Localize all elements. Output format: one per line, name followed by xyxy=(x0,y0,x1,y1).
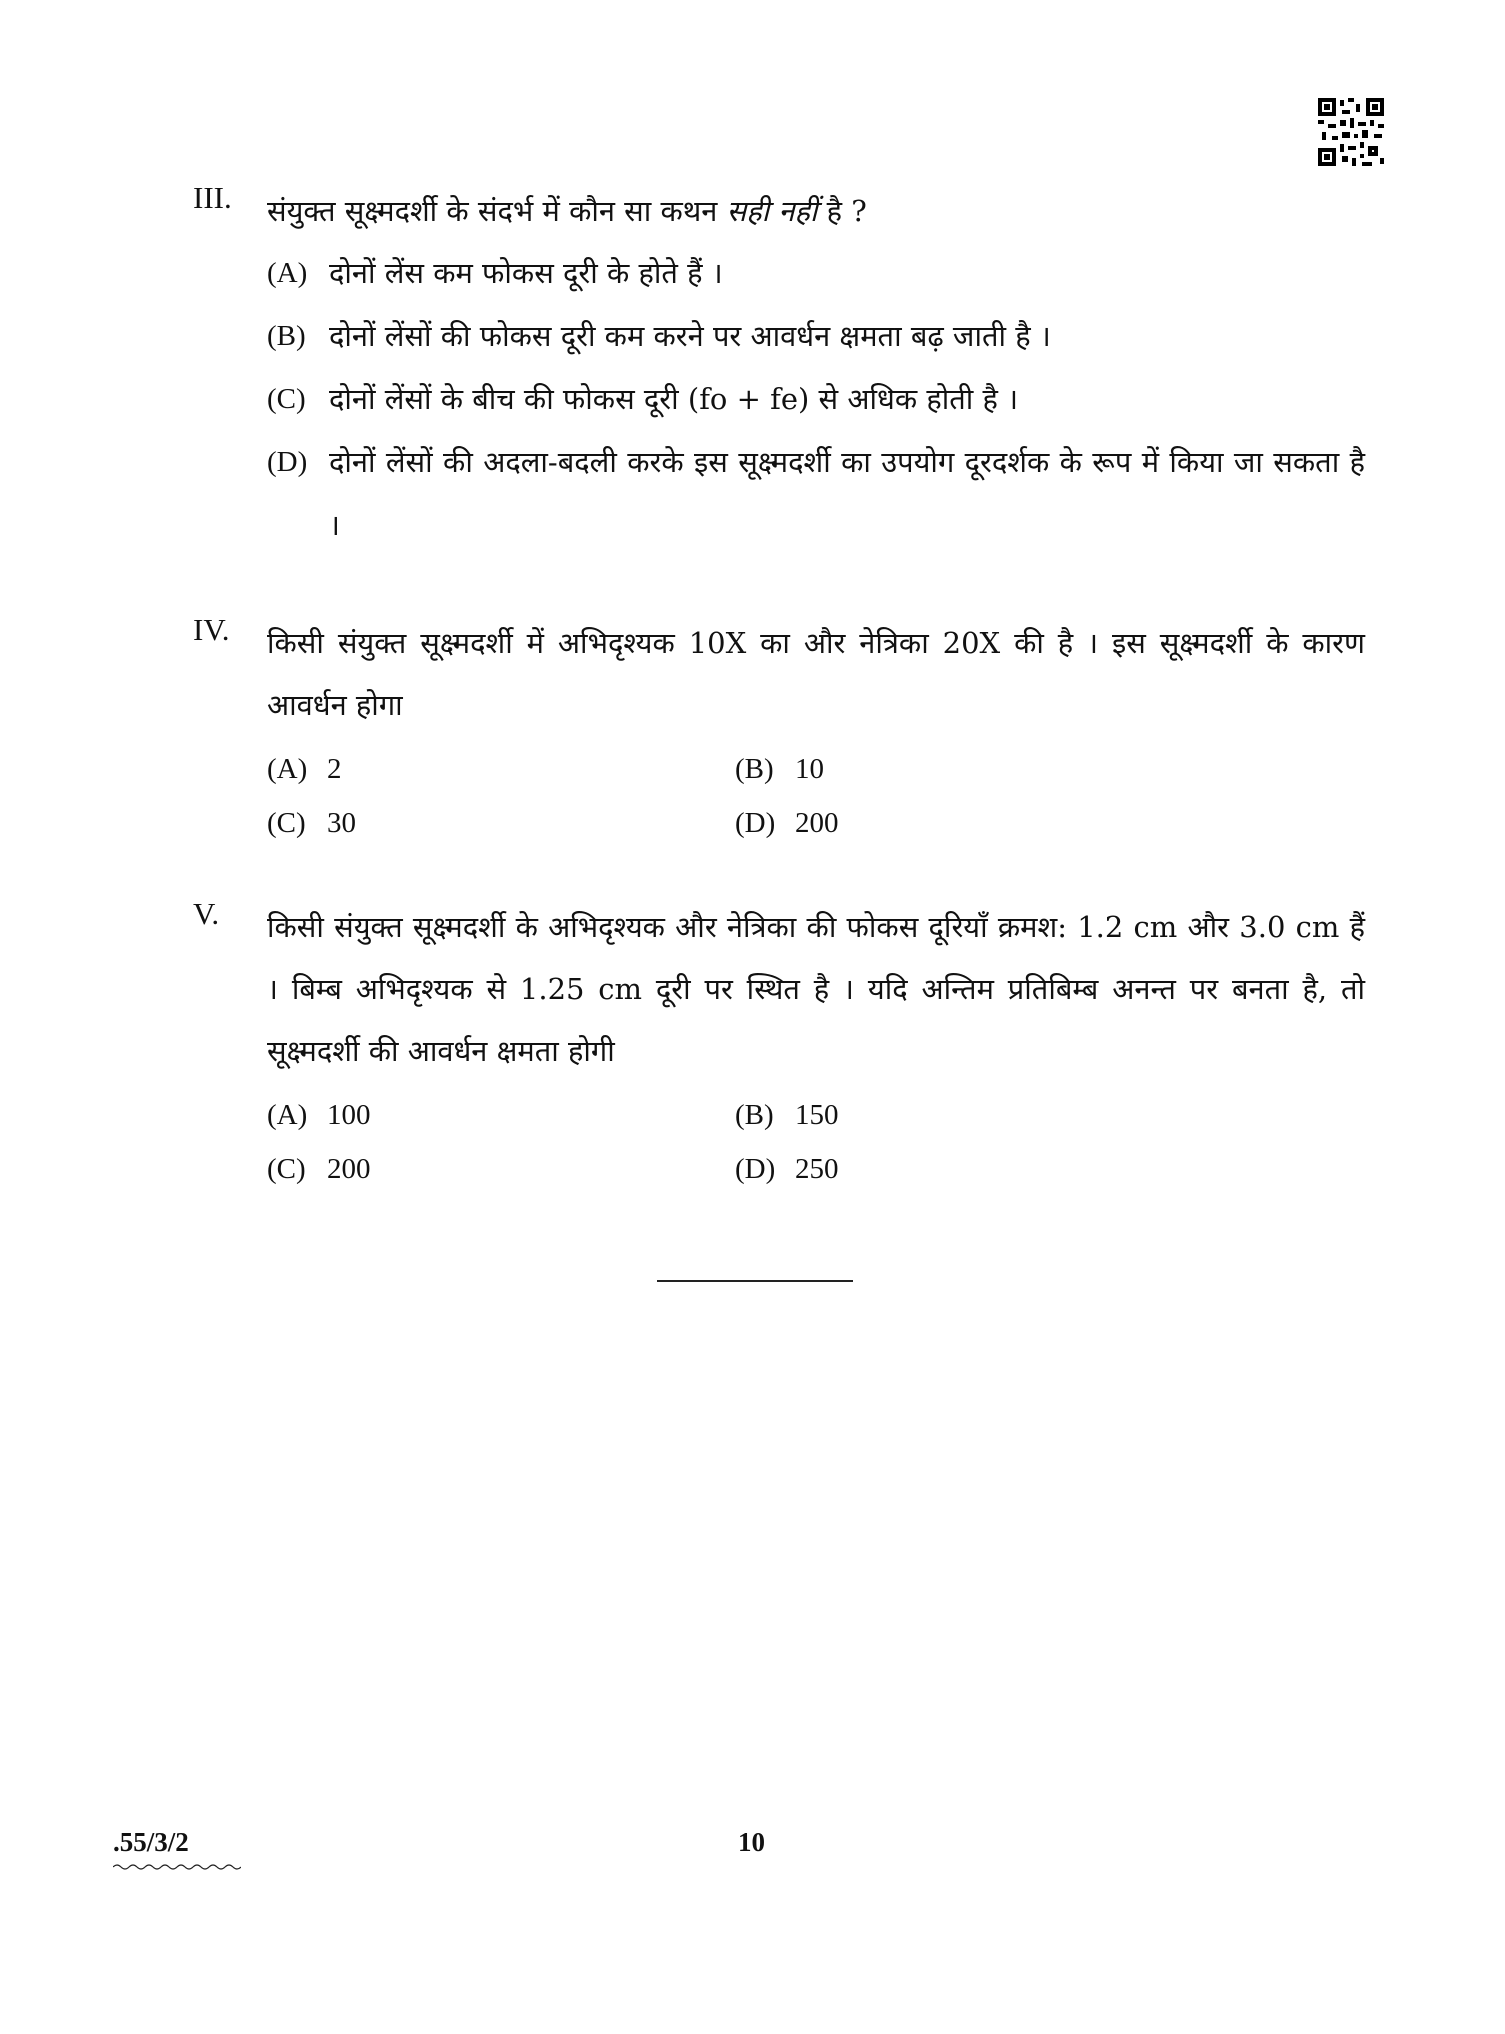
qr-code xyxy=(1318,98,1384,166)
question-number: IV. xyxy=(193,612,230,647)
option-label: (B) xyxy=(267,320,306,352)
option-value: 10 xyxy=(795,753,824,785)
option-value: 30 xyxy=(327,807,356,839)
question-text xyxy=(267,180,1365,242)
option-value: 100 xyxy=(327,1099,371,1131)
question-5 xyxy=(193,896,1365,1196)
option-label: (B) xyxy=(735,1099,774,1131)
question-text: किसी संयुक्त सूक्ष्मदर्शी के अभिदृश्यक और नेत्रिका की फोकस दूरियाँ क्रमश: 1.2 cm और 3.0 cm हैं । बिम्ब अभिदृश्यक से 1.25 cm दूरी पर स्थित है । यदि अन्तिम प्रतिबिम्ब अनन्त पर बनता है, तो सूक्ष्मदर्शी की आवर्धन क्षमता होगी xyxy=(267,910,1365,1068)
option-label: (C) xyxy=(267,807,306,839)
option-value: 150 xyxy=(795,1099,839,1131)
option-value: 250 xyxy=(795,1153,839,1185)
paper-code: .55/3/2 xyxy=(113,1827,189,1857)
question-number: III. xyxy=(193,180,232,215)
option-a xyxy=(267,742,735,796)
question-4 xyxy=(193,612,1365,850)
option-label: (C) xyxy=(267,1153,306,1185)
option-label: (A) xyxy=(267,1099,308,1131)
question-text: किसी संयुक्त सूक्ष्मदर्शी में अभिदृश्यक 10X का और नेत्रिका 20X की है । इस सूक्ष्मदर्शी के कारण आवर्धन होगा xyxy=(267,626,1365,722)
end-divider xyxy=(657,1280,853,1282)
option-label: (A) xyxy=(267,257,308,289)
option-a xyxy=(267,1088,735,1142)
option-b xyxy=(267,305,1365,368)
option-value: 2 xyxy=(327,753,342,785)
question-number: V. xyxy=(193,896,220,931)
option-d xyxy=(735,796,1203,850)
option-label: (D) xyxy=(735,807,776,839)
option-a xyxy=(267,242,1365,305)
question-3 xyxy=(193,180,1365,557)
option-label: (C) xyxy=(267,383,306,415)
page-number: 10 xyxy=(738,1827,765,1857)
option-text: दोनों लेंसों की अदला-बदली करके इस सूक्ष्मदर्शी का उपयोग दूरदर्शक के रूप में किया जा सकता है । xyxy=(329,445,1365,542)
options-grid xyxy=(267,742,1365,850)
option-value: 200 xyxy=(795,807,839,839)
option-d xyxy=(267,431,1365,557)
options-grid xyxy=(267,1088,1365,1196)
option-text: दोनों लेंसों की फोकस दूरी कम करने पर आवर्धन क्षमता बढ़ जाती है । xyxy=(329,319,1051,353)
question-text-part: है ? xyxy=(817,194,867,228)
option-label: (D) xyxy=(735,1153,776,1185)
option-label: (D) xyxy=(267,446,308,478)
option-c xyxy=(267,368,1365,431)
option-text: दोनों लेंसों के बीच की फोकस दूरी (fo + fe) से अधिक होती है । xyxy=(329,382,1019,416)
option-value: 200 xyxy=(327,1153,371,1185)
option-label: (B) xyxy=(735,753,774,785)
question-text-emphasis: सही नहीं xyxy=(726,194,818,228)
wavy-underline xyxy=(113,1863,241,1871)
option-c xyxy=(267,796,735,850)
option-b xyxy=(735,1088,1203,1142)
question-text-part: संयुक्त सूक्ष्मदर्शी के संदर्भ में कौन सा कथन xyxy=(267,194,727,228)
option-c xyxy=(267,1142,735,1196)
options-list xyxy=(267,242,1365,557)
option-text: दोनों लेंस कम फोकस दूरी के होते हैं । xyxy=(329,256,723,290)
option-b xyxy=(735,742,1203,796)
option-d xyxy=(735,1142,1203,1196)
option-label: (A) xyxy=(267,753,308,785)
